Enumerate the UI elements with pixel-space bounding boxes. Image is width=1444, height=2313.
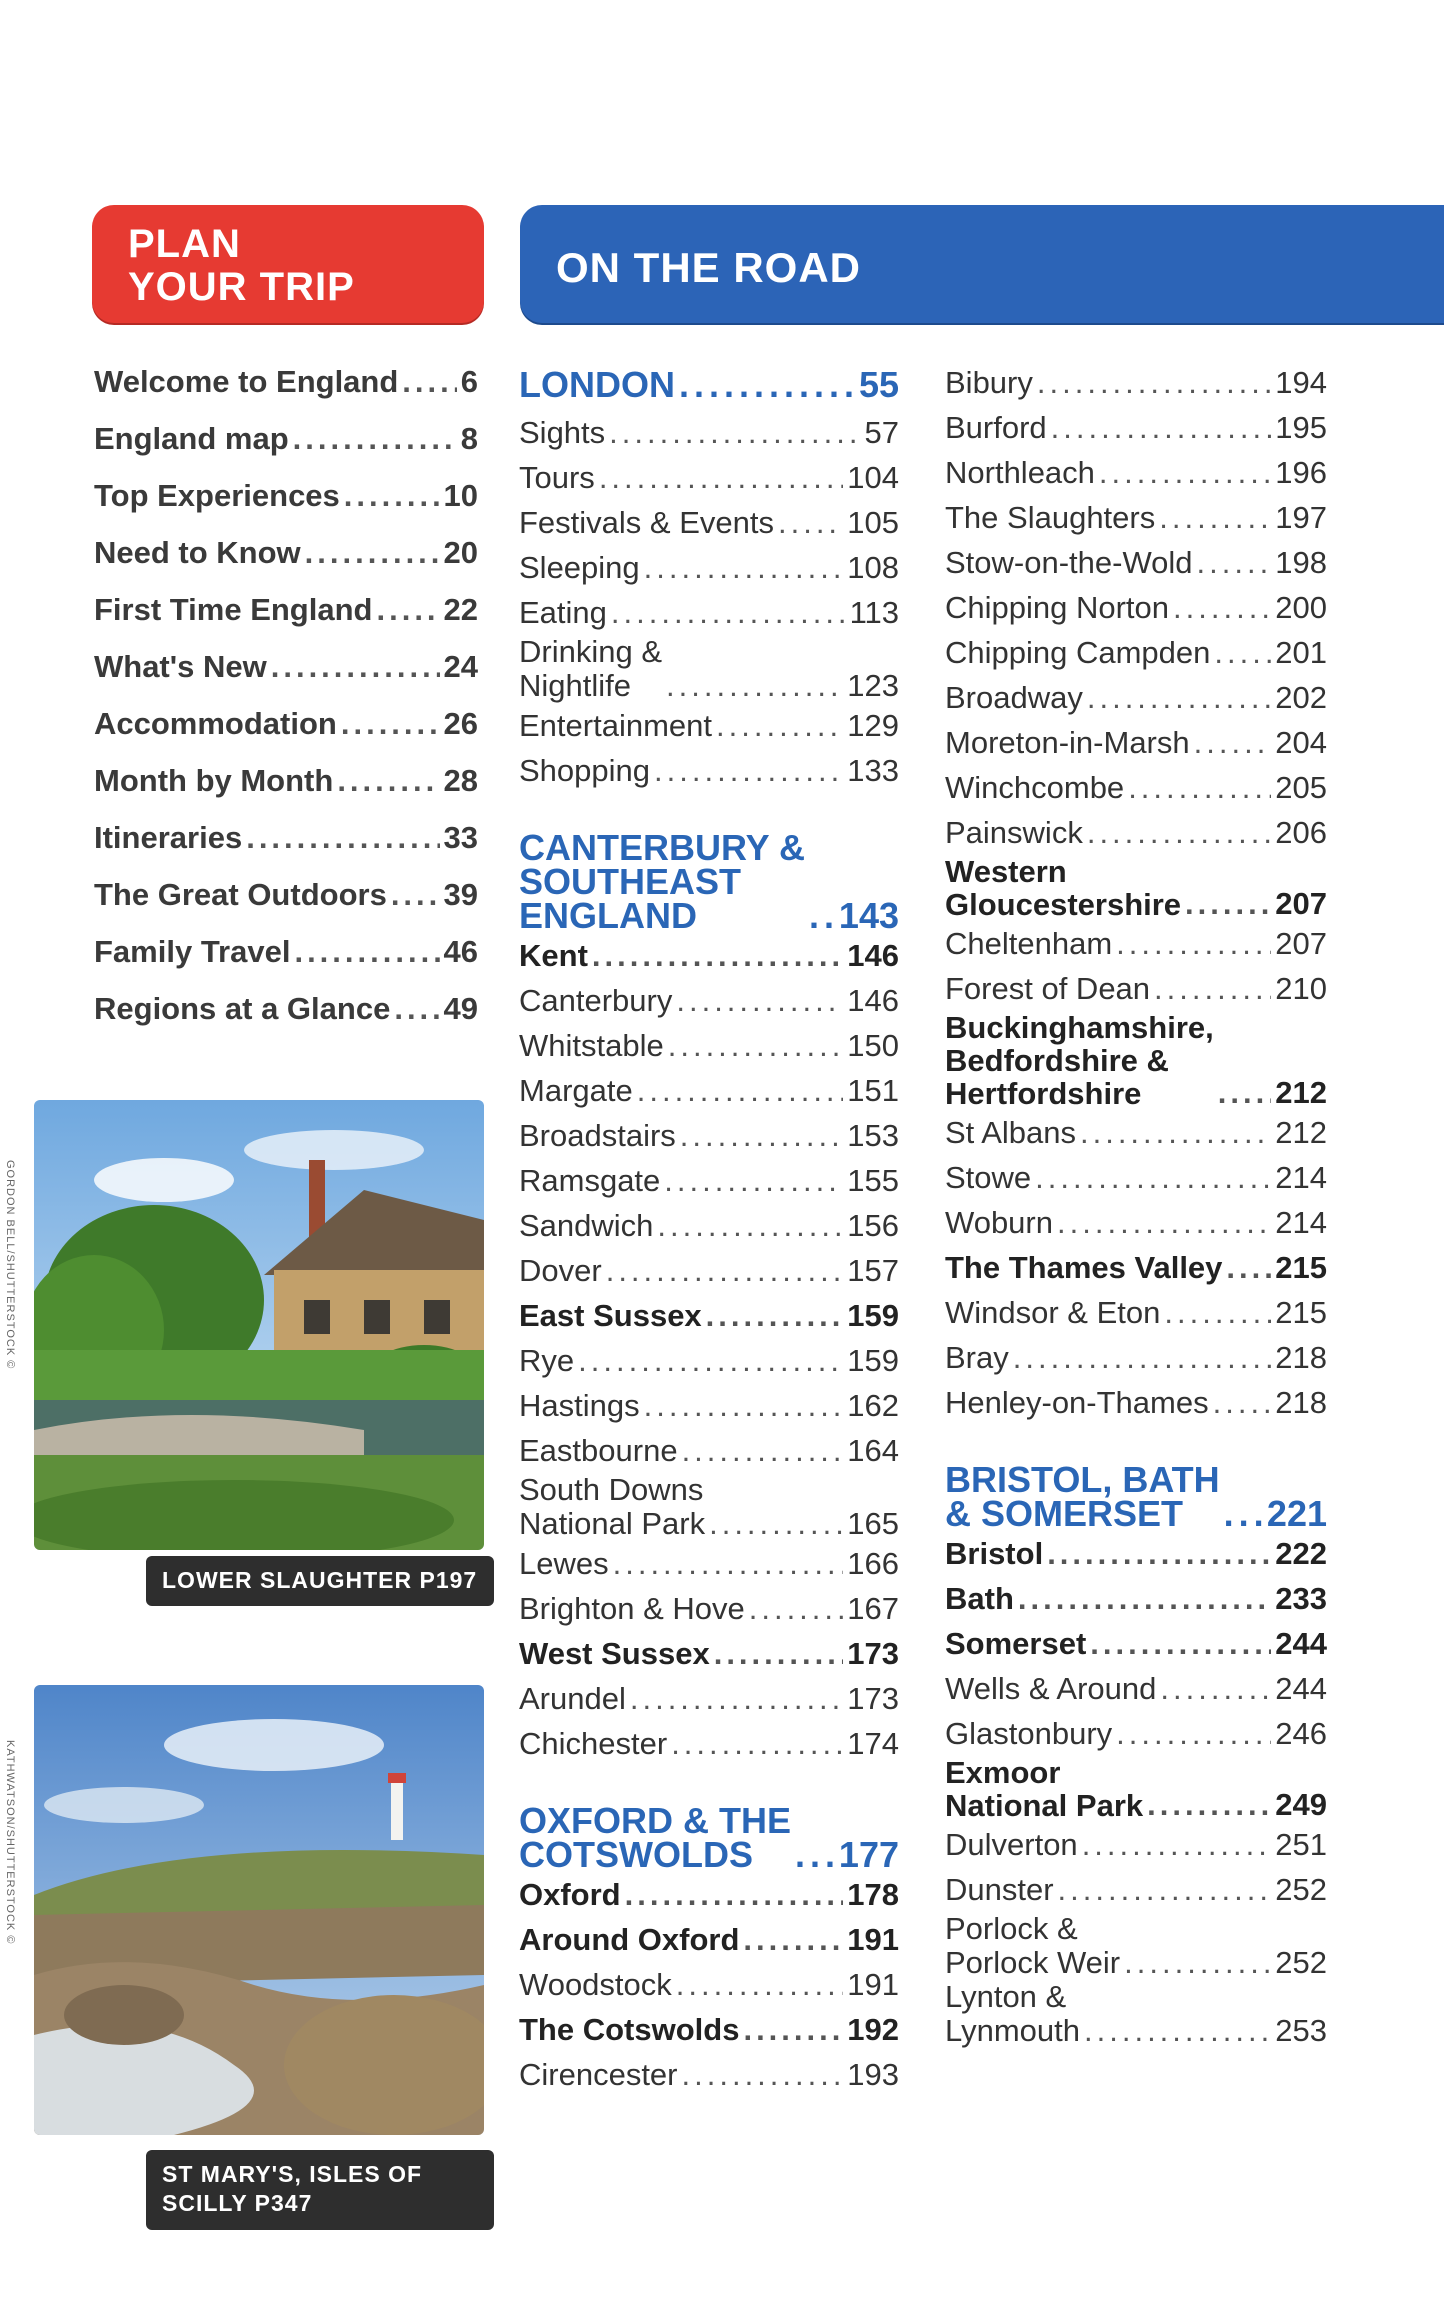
toc-entry[interactable]: Moreton-in-Marsh ..... 204	[945, 720, 1327, 765]
toc-entry[interactable]: Cheltenham ..... 207	[945, 921, 1327, 966]
toc-entry[interactable]: The Cotswolds ..... 192	[519, 2007, 899, 2052]
toc-entry[interactable]: Brighton & Hove ..... 167	[519, 1586, 899, 1631]
toc-entry[interactable]: Bibury ..... 194	[945, 360, 1327, 405]
toc-entry[interactable]: Chipping Campden ..... 201	[945, 630, 1327, 675]
toc-entry[interactable]: England map ..... 8	[94, 410, 478, 467]
toc-entry[interactable]: Bristol ..... 222	[945, 1531, 1327, 1576]
toc-entry[interactable]: Eastbourne ..... 164	[519, 1428, 899, 1473]
toc-entry[interactable]: Winchcombe ..... 205	[945, 765, 1327, 810]
toc-entry[interactable]: Painswick ..... 206	[945, 810, 1327, 855]
toc-entry[interactable]: Arundel ..... 173	[519, 1676, 899, 1721]
toc-entry[interactable]: Lewes ..... 166	[519, 1541, 899, 1586]
toc-entry[interactable]: Welcome to England ..... 6	[94, 353, 478, 410]
toc-entry[interactable]: Exmoor National Park ..... 249	[945, 1756, 1327, 1822]
toc-entry[interactable]: The Thames Valley ..... 215	[945, 1245, 1327, 1290]
section-oxford[interactable]: OXFORD & THE COTSWOLDS ..... 177	[519, 1804, 899, 1872]
section-london[interactable]: LONDON ..... 55	[519, 360, 899, 410]
toc-entry[interactable]: Broadway ..... 202	[945, 675, 1327, 720]
toc-entry[interactable]: Oxford ..... 178	[519, 1872, 899, 1917]
plan-entries	[94, 353, 478, 1037]
toc-entry[interactable]: Tours ..... 104	[519, 455, 899, 500]
toc-entry[interactable]: Chichester ..... 174	[519, 1721, 899, 1766]
toc-entry[interactable]: Sandwich ..... 156	[519, 1203, 899, 1248]
toc-entry[interactable]: Wells & Around ..... 244	[945, 1666, 1327, 1711]
toc-entry[interactable]: South Downs National Park ..... 165	[519, 1473, 899, 1541]
toc-entry[interactable]: Woburn ..... 214	[945, 1200, 1327, 1245]
toc-entry[interactable]: Broadstairs ..... 153	[519, 1113, 899, 1158]
toc-entry[interactable]: Chipping Norton ..... 200	[945, 585, 1327, 630]
toc-entry[interactable]: Regions at a Glance ..... 49	[94, 980, 478, 1037]
section-bristol[interactable]: BRISTOL, BATH & SOMERSET ..... 221	[945, 1463, 1327, 1531]
toc-entry[interactable]: Stowe ..... 214	[945, 1155, 1327, 1200]
toc-entry[interactable]: Forest of Dean ..... 210	[945, 966, 1327, 1011]
toc-entry[interactable]: East Sussex ..... 159	[519, 1293, 899, 1338]
on-the-road-header	[520, 205, 1444, 323]
toc-entry[interactable]: First Time England ..... 22	[94, 581, 478, 638]
isles-of-scilly-photo	[34, 1685, 484, 2135]
toc-entry[interactable]: Festivals & Events ..... 105	[519, 500, 899, 545]
toc-entry[interactable]: Drinking & Nightlife ..... 123	[519, 635, 899, 703]
toc-entry[interactable]: Dover ..... 157	[519, 1248, 899, 1293]
toc-entry[interactable]: Lynton & Lynmouth ..... 253	[945, 1980, 1327, 2048]
toc-entry[interactable]: Sleeping ..... 108	[519, 545, 899, 590]
toc-entry[interactable]: Rye ..... 159	[519, 1338, 899, 1383]
toc-entry[interactable]: Dunster ..... 252	[945, 1867, 1327, 1912]
toc-entry[interactable]: Dulverton ..... 251	[945, 1822, 1327, 1867]
toc-entry[interactable]: The Great Outdoors ..... 39	[94, 866, 478, 923]
toc-entry[interactable]: Stow-on-the-Wold ..... 198	[945, 540, 1327, 585]
photo-caption: LOWER SLAUGHTER P197	[146, 1556, 494, 1606]
photo-credit: KATHWATSON/SHUTTERSTOCK ©	[4, 1740, 16, 1945]
toc-entry[interactable]: Somerset ..... 244	[945, 1621, 1327, 1666]
village-scene-image	[34, 1100, 484, 1550]
toc-entry[interactable]: Woodstock ..... 191	[519, 1962, 899, 2007]
toc-entry[interactable]: Buckinghamshire, Bedfordshire & Hertfordshire ..... 212	[945, 1011, 1327, 1110]
section-canterbury[interactable]: CANTERBURY & SOUTHEAST ENGLAND ..... 143	[519, 831, 899, 933]
toc-entry[interactable]: Itineraries ..... 33	[94, 809, 478, 866]
toc-entry[interactable]: Windsor & Eton ..... 215	[945, 1290, 1327, 1335]
toc-entry[interactable]: Northleach ..... 196	[945, 450, 1327, 495]
road-column-1	[519, 360, 899, 2097]
toc-entry[interactable]: Margate ..... 151	[519, 1068, 899, 1113]
toc-entry[interactable]: Entertainment ..... 129	[519, 703, 899, 748]
toc-entry[interactable]: Burford ..... 195	[945, 405, 1327, 450]
on-the-road-title: ON THE ROAD	[556, 244, 861, 291]
road-column-2	[945, 360, 1327, 2048]
toc-entry[interactable]: Ramsgate ..... 155	[519, 1158, 899, 1203]
toc-entry[interactable]: Cirencester ..... 193	[519, 2052, 899, 2097]
toc-entry[interactable]: Need to Know ..... 20	[94, 524, 478, 581]
lower-slaughter-photo	[34, 1100, 484, 1550]
toc-entry[interactable]: Bath ..... 233	[945, 1576, 1327, 1621]
toc-entry[interactable]: Henley-on-Thames ..... 218	[945, 1380, 1327, 1425]
toc-entry[interactable]: Sights ..... 57	[519, 410, 899, 455]
toc-entry[interactable]: Top Experiences ..... 10	[94, 467, 478, 524]
toc-entry[interactable]: Family Travel ..... 46	[94, 923, 478, 980]
toc-entry[interactable]: Eating ..... 113	[519, 590, 899, 635]
toc-entry[interactable]: Hastings ..... 162	[519, 1383, 899, 1428]
toc-entry[interactable]: Around Oxford ..... 191	[519, 1917, 899, 1962]
toc-entry[interactable]: Glastonbury ..... 246	[945, 1711, 1327, 1756]
coast-scene-image	[34, 1685, 484, 2135]
toc-entry[interactable]: The Slaughters ..... 197	[945, 495, 1327, 540]
plan-your-trip-header	[92, 205, 484, 323]
toc-entry[interactable]: West Sussex ..... 173	[519, 1631, 899, 1676]
toc-entry[interactable]: Kent ..... 146	[519, 933, 899, 978]
toc-entry[interactable]: Accommodation ..... 26	[94, 695, 478, 752]
photo-credit: GORDON BELL/SHUTTERSTOCK ©	[4, 1160, 16, 1370]
toc-entry[interactable]: Shopping ..... 133	[519, 748, 899, 793]
toc-entry[interactable]: Whitstable ..... 150	[519, 1023, 899, 1068]
photo-caption: ST MARY'S, ISLES OF SCILLY P347	[146, 2150, 494, 2230]
toc-entry[interactable]: Bray ..... 218	[945, 1335, 1327, 1380]
toc-entry[interactable]: Month by Month ..... 28	[94, 752, 478, 809]
toc-entry[interactable]: Canterbury ..... 146	[519, 978, 899, 1023]
plan-your-trip-title: PLAN YOUR TRIP	[128, 222, 355, 309]
toc-entry[interactable]: What's New ..... 24	[94, 638, 478, 695]
toc-entry[interactable]: Porlock & Porlock Weir ..... 252	[945, 1912, 1327, 1980]
toc-entry[interactable]: St Albans ..... 212	[945, 1110, 1327, 1155]
toc-entry[interactable]: Western Gloucestershire ..... 207	[945, 855, 1327, 921]
